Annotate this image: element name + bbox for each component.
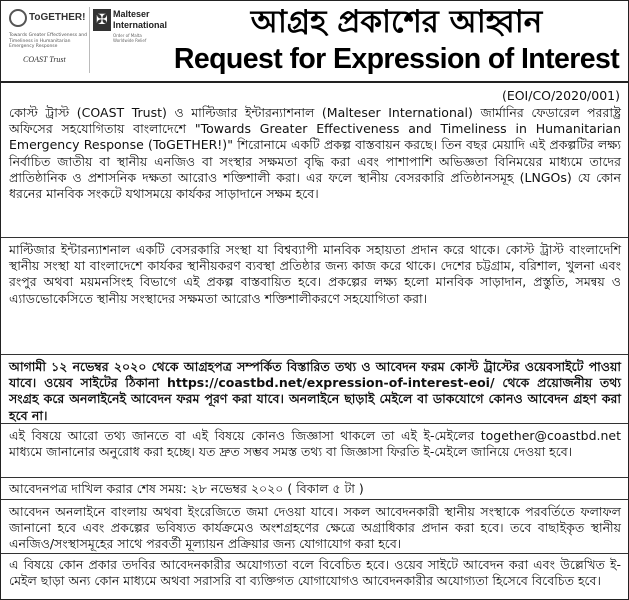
together-logo-icon (9, 9, 27, 27)
section-divider (1, 553, 628, 554)
paragraph-application-info (9, 359, 621, 424)
contact-email-link[interactable]: together@coastbd.net (480, 428, 621, 443)
section-divider (1, 237, 628, 238)
header-divider (1, 81, 628, 83)
section-divider (1, 354, 628, 355)
notice-header (1, 1, 628, 81)
together-logo-subtitle: Towards Greater Effectiveness and Timeliness in Humanitarian Emergency Response (9, 33, 87, 49)
section-divider (1, 499, 628, 500)
submission-deadline: আবেদনপত্র দাখিল করার শেষ সময়: ২৮ নভেম্বর ২০২০ ( বিকাল ৫ টা ) (9, 481, 364, 496)
website-link[interactable]: https://coastbd.net/expression-of-interest-eoi/ (166, 375, 495, 391)
maltese-cross-icon: ✠ (93, 9, 111, 31)
paragraph-submission-terms: আবেদন অনলাইনে বাংলায় অথবা ইংরেজিতে জমা দেওয়া যাবে। সকল আবেদনকারী স্থানীয় সংস্থাকে পরবর্তিতে ফলাফল জানানো হবে এবং প্রকল্পের ভবিষ্যত কার্যক্রমেও অংশগ্রহণের ক্ষেত্রে অগ্রাধিকার প্রদান করা হবে। তবে বাছাইকৃত স্থানীয় এনজিও/সংস্থাসমূহের সাথে পরবর্তী মূল্যায়ন প্রক্রিয়ার জন্য যোগাযোগ করা হবে। (9, 504, 621, 552)
together-coast-logo (5, 7, 90, 73)
reference-number: (EOI/CO/2020/001) (501, 88, 620, 103)
together-logo-text: ToGETHER! (29, 12, 86, 23)
contact-text: এই বিষয়ে আরো তথ্য জানতে বা এই বিষয়ে কোনও জিজ্ঞাসা থাকলে তা এই ই-মেইলের (9, 428, 481, 443)
paragraph-disqualification: এ বিষয়ে কোন প্রকার তদবির আবেদনকারীর অযোগ্যতা বলে বিবেচিত হবে। ওয়েব সাইটে আবেদন করা এবং উল্লেখিত ই-মেইল ছাড়া অন্য কোন মাধ্যমে অথবা সরাসরি বা ব্যক্তিগত যোগাযোগও আবেদনকারীর অযোগ্যতা হিসেবে বিবেচিত হবে। (9, 557, 621, 589)
paragraph-organizations: মাল্টিজার ইন্টারন্যাশনাল একটি বেসরকারি সংস্থা যা বিশ্বব্যাপী মানবিক সহায়তা প্রদান করে থাকে। কোস্ট ট্রাস্ট বাংলাদেশি স্থানীয় সংস্থা যা বাংলাদেশে কার্যকর স্থানীয়করণ ব্যবস্থা প্রতিষ্ঠার জন্য কাজ করে থাকে। দেশের চট্টগ্রাম, বরিশাল, খুলনা এবং রংপুর অথবা ময়মনসিংহ বিভাগে এই প্রকল্প বাস্তবায়িত হবে। প্রকল্পের লক্ষ্য হলো মানবিক সাড়াদান, প্রস্তুতি, সমন্বয় ও এ্যাডভোকেসিতে স্থানীয় সংস্থাদের সক্ষমতা আরোও শক্তিশালীকরণে সহযোগিতা করা। (9, 242, 621, 306)
contact-text-2: মাধ্যমে জানানোর অনুরোধ করা হচ্ছে। যত দ্রুত সম্ভব সমস্ত তথ্য বা জিজ্ঞাসা ফিরতি ই-মেইলে জানিয়ে দেওয়া হবে। (9, 444, 573, 460)
application-info-text-2: থেকে প্রয়োজনীয় তথ্য সংগ্রহ করে অনলাইনেই আবেদন ফরম পূরণ করা যাবে। অনলাইনে ছাড়াই মেইলে বা ডাকযোগে কোনও আবেদন গ্রহণ করা হবে না। (9, 375, 621, 423)
section-divider (1, 423, 628, 424)
coast-trust-logo-text: COAST Trust (23, 55, 66, 64)
malteser-logo-text: Malteser International (113, 9, 168, 30)
malteser-logo (93, 7, 168, 73)
malteser-logo-tagline: Order of Malta Worldwide Relief (113, 33, 147, 43)
title-bengali: আগ্রহ প্রকাশের আহ্বান (250, 4, 543, 40)
title-english: Request for Expression of Interest (173, 43, 620, 75)
paragraph-intro: কোস্ট ট্রাস্ট (COAST Trust) ও মাল্টিজার ইন্টারন্যাশনাল (Malteser International) জার্মানির ফেডারেল পররাষ্ট্র অফিসের সহযোগিতায় বাংলাদেশে "Towards Greater Effectiveness and Timeliness in Humanitarian Emergency Response (ToGETHER!)" শিরোনামে একটি প্রকল্প বাস্তবায়ন করছে। তিন বছর মেয়াদি এই প্রকল্পটির লক্ষ্য নির্বাচিত জাতীয় বা স্থানীয় এনজিও বা সংস্থার সক্ষমতা বৃদ্ধি করা এবং পাশাপাশি অভিজ্ঞতা বিনিময়ের মাধ্যমে তাদের প্রাতিষ্ঠানিক ও প্রশাসনিক দক্ষতা আরোও শক্তিশালী করা। এর ফলে স্থানীয় বেসরকারি প্রতিষ্ঠানসমূহ (LNGOs) যে কোন ধরনের মানবিক সংকটে যথাসময়ে কার্যকর সাড়াদানে সক্ষম হবে। (9, 105, 621, 202)
paragraph-contact (9, 428, 621, 460)
section-divider (1, 477, 628, 478)
application-info-text: আগামী ১২ নভেম্বর ২০২০ থেকে আগ্রহপত্র সম্পর্কিত বিস্তারিত তথ্য ও আবেদন ফরম কোস্ট ট্রাস্টের ওয়েবসাইটে পাওয়া যাবে। ওয়েব সাইটের ঠিকানা (9, 359, 621, 391)
